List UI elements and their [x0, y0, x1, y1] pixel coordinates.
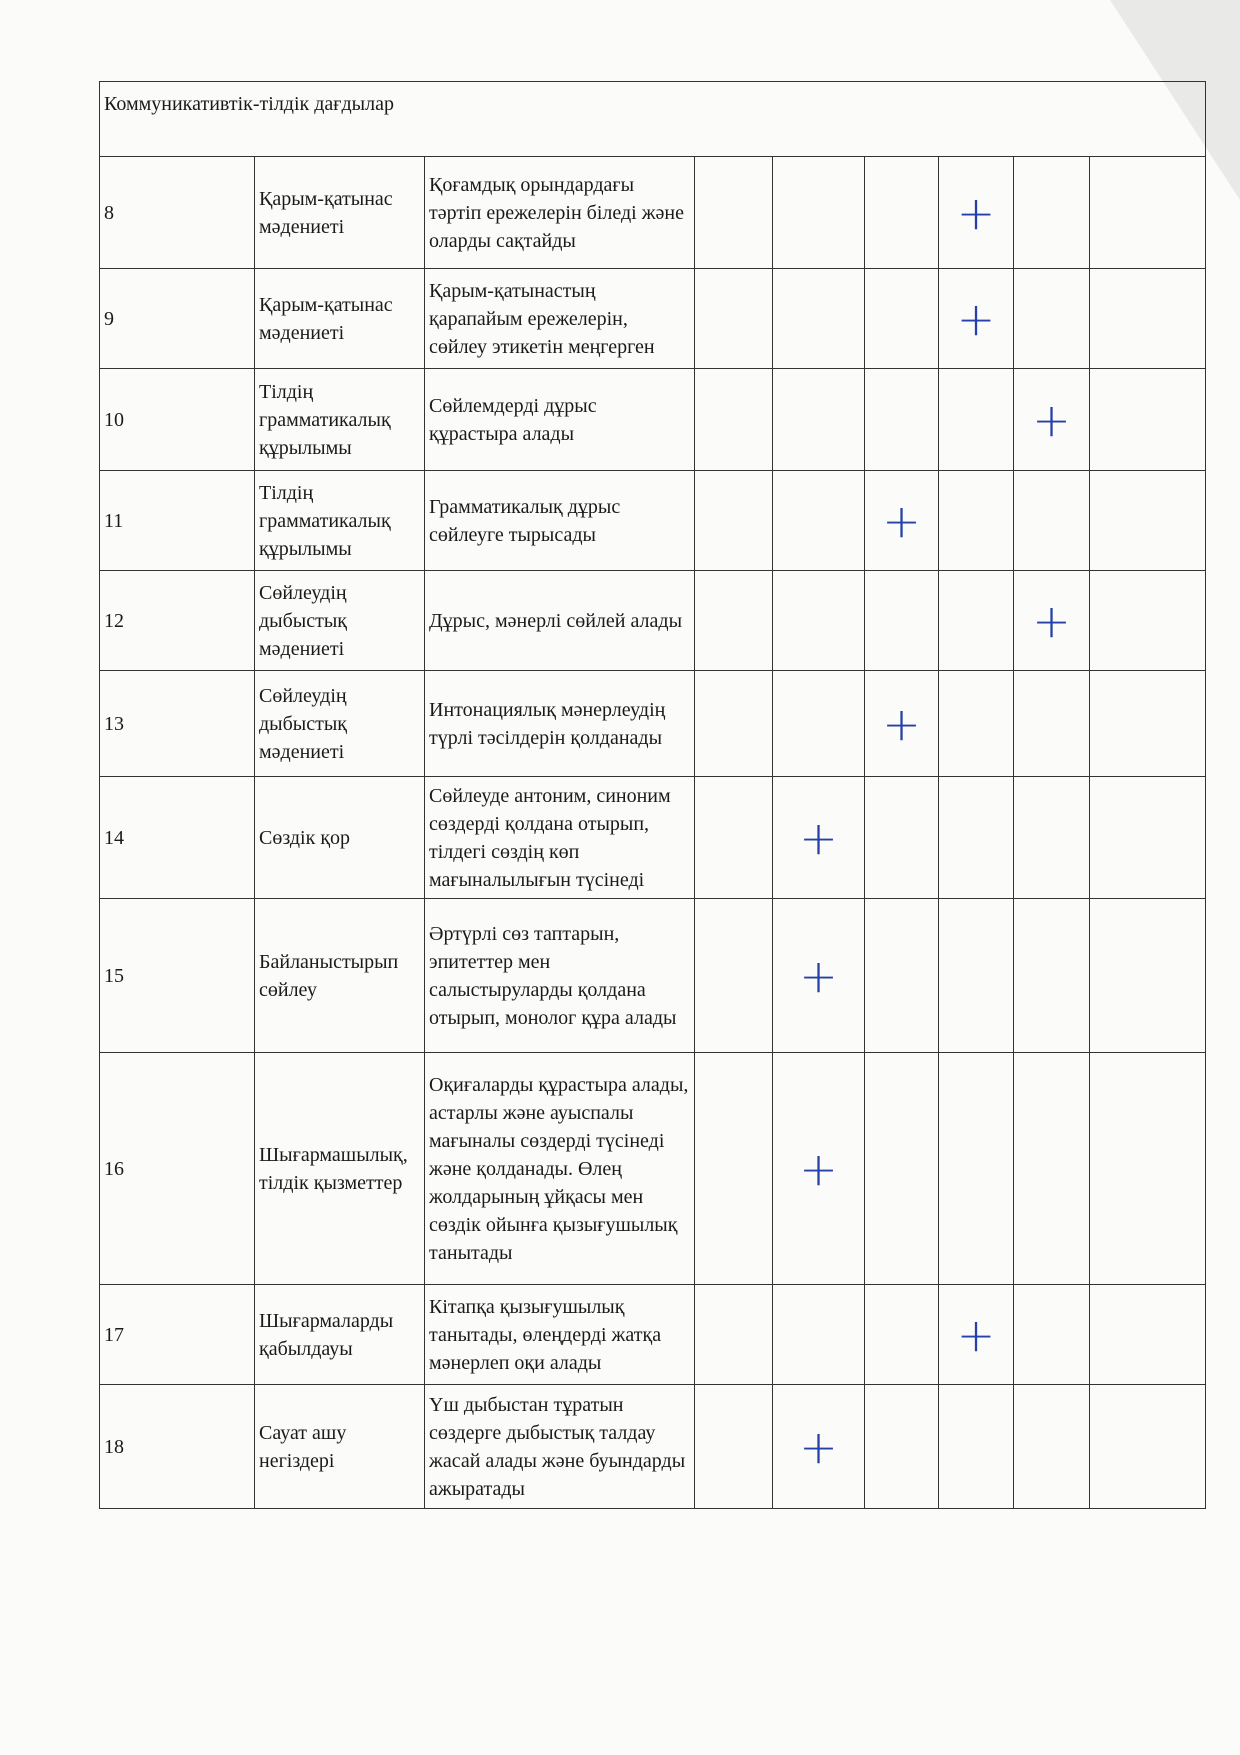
skill-description: Оқиғаларды құрастыра алады, астарлы және ауыспалы мағыналы сөздерді түсінеді және қолданады. Өлең жолдарының ұйқасы мен сөздік ойынға қызығушылық танытады: [425, 1053, 695, 1285]
assessment-cell: [865, 369, 939, 471]
assessment-cell: [1090, 269, 1206, 369]
skill-description: Грамматикалық дұрыс сөйлеуге тырысады: [425, 471, 695, 571]
assessment-cell: [695, 1053, 773, 1285]
assessment-cell: [1090, 471, 1206, 571]
row-number: 9: [100, 269, 255, 369]
assessment-cell: [865, 571, 939, 671]
assessment-cell: [865, 1385, 939, 1509]
skill-description: Сөйлеуде антоним, синоним сөздерді қолдана отырып, тілдегі сөздің көп мағыналылығын түсінеді: [425, 777, 695, 899]
row-number: 15: [100, 899, 255, 1053]
assessment-cell: [1014, 1053, 1090, 1285]
section-title: Коммуникативтік-тілдік дағдылар: [100, 82, 1206, 157]
table-row: [100, 777, 1206, 899]
handwritten-check-mark: +: [1032, 392, 1071, 447]
skill-area: Тілдің грамматикалық құрылымы: [255, 471, 425, 571]
assessment-cell: [1090, 671, 1206, 777]
handwritten-check-mark: +: [799, 1419, 838, 1474]
assessment-cell: [695, 777, 773, 899]
row-number: 18: [100, 1385, 255, 1509]
assessment-cell: [1090, 1285, 1206, 1385]
assessment-cell: [773, 1053, 865, 1285]
assessment-cell: [695, 269, 773, 369]
assessment-cell: [1090, 899, 1206, 1053]
assessment-cell: [1014, 571, 1090, 671]
assessment-cell: [695, 1285, 773, 1385]
assessment-cell: [865, 1053, 939, 1285]
table-row: [100, 157, 1206, 269]
assessment-cell: [939, 1053, 1014, 1285]
assessment-cell: [865, 157, 939, 269]
assessment-cell: [773, 269, 865, 369]
assessment-cell: [695, 1385, 773, 1509]
skill-area: Сауат ашу негіздері: [255, 1385, 425, 1509]
row-number: 11: [100, 471, 255, 571]
skill-area: Сөйлеудің дыбыстық мәдениеті: [255, 671, 425, 777]
assessment-cell: [865, 1285, 939, 1385]
assessment-cell: [865, 269, 939, 369]
table-row: [100, 899, 1206, 1053]
assessment-cell: [1014, 899, 1090, 1053]
assessment-cell: [939, 899, 1014, 1053]
assessment-cell: [1014, 671, 1090, 777]
assessment-cell: [1090, 571, 1206, 671]
row-number: 13: [100, 671, 255, 777]
assessment-cell: [1090, 1385, 1206, 1509]
skill-description: Әртүрлі сөз таптарын, эпитеттер мен салыстыруларды қолдана отырып, монолог құра алады: [425, 899, 695, 1053]
row-number: 14: [100, 777, 255, 899]
assessment-cell: [773, 369, 865, 471]
assessment-cell: [939, 777, 1014, 899]
assessment-cell: [939, 571, 1014, 671]
table-row: [100, 671, 1206, 777]
handwritten-check-mark: +: [882, 493, 921, 548]
skill-area: Қарым-қатынас мәдениеті: [255, 269, 425, 369]
assessment-cell: [695, 899, 773, 1053]
assessment-table: [99, 81, 1206, 1509]
assessment-cell: [939, 1285, 1014, 1385]
skill-description: Сөйлемдерді дұрыс құрастыра алады: [425, 369, 695, 471]
assessment-cell: [773, 471, 865, 571]
skill-area: Тілдің грамматикалық құрылымы: [255, 369, 425, 471]
table-row: [100, 1053, 1206, 1285]
assessment-cell: [1014, 1285, 1090, 1385]
row-number: 17: [100, 1285, 255, 1385]
skill-description: Үш дыбыстан тұратын сөздерге дыбыстық талдау жасай алады және буындарды ажыратады: [425, 1385, 695, 1509]
assessment-cell: [773, 157, 865, 269]
assessment-cell: [773, 899, 865, 1053]
assessment-cell: [773, 777, 865, 899]
assessment-cell: [695, 369, 773, 471]
assessment-cell: [1090, 1053, 1206, 1285]
assessment-cell: [773, 1285, 865, 1385]
assessment-cell: [1014, 1385, 1090, 1509]
assessment-cell: [773, 1385, 865, 1509]
assessment-cell: [1014, 157, 1090, 269]
assessment-cell: [695, 671, 773, 777]
assessment-cell: [939, 269, 1014, 369]
handwritten-check-mark: +: [956, 1307, 996, 1362]
assessment-cell: [1014, 269, 1090, 369]
row-number: 10: [100, 369, 255, 471]
handwritten-check-mark: +: [956, 291, 996, 346]
skill-area: Қарым-қатынас мәдениеті: [255, 157, 425, 269]
assessment-cell: [939, 369, 1014, 471]
table-row: [100, 1385, 1206, 1509]
assessment-cell: [939, 1385, 1014, 1509]
table-row: [100, 471, 1206, 571]
skill-description: Интонациялық мәнерлеудің түрлі тәсілдерін қолданады: [425, 671, 695, 777]
skill-description: Қарым-қатынастың қарапайым ережелерін, сөйлеу этикетін меңгерген: [425, 269, 695, 369]
assessment-cell: [939, 471, 1014, 571]
assessment-cell: [1014, 369, 1090, 471]
handwritten-check-mark: +: [799, 948, 838, 1003]
row-number: 16: [100, 1053, 255, 1285]
handwritten-check-mark: +: [882, 696, 921, 751]
handwritten-check-mark: +: [956, 185, 996, 240]
assessment-cell: [865, 471, 939, 571]
skill-area: Шығармаларды қабылдауы: [255, 1285, 425, 1385]
table-row: [100, 571, 1206, 671]
assessment-cell: [1090, 369, 1206, 471]
table-row: [100, 269, 1206, 369]
assessment-cell: [1014, 777, 1090, 899]
assessment-cell: [865, 671, 939, 777]
row-number: 12: [100, 571, 255, 671]
table-row: [100, 1285, 1206, 1385]
table-row: [100, 369, 1206, 471]
handwritten-check-mark: +: [799, 810, 838, 865]
assessment-cell: [773, 671, 865, 777]
skill-area: Сөздік қор: [255, 777, 425, 899]
assessment-cell: [865, 777, 939, 899]
assessment-cell: [939, 157, 1014, 269]
skill-area: Шығармашылық, тілдік қызметтер: [255, 1053, 425, 1285]
handwritten-check-mark: +: [1032, 593, 1071, 648]
assessment-cell: [695, 471, 773, 571]
assessment-cell: [695, 157, 773, 269]
row-number: 8: [100, 157, 255, 269]
skill-description: Кітапқа қызығушылық танытады, өлеңдерді жатқа мәнерлеп оқи алады: [425, 1285, 695, 1385]
skill-description: Қоғамдық орындардағы тәртіп ережелерін біледі және оларды сақтайды: [425, 157, 695, 269]
assessment-cell: [1090, 157, 1206, 269]
assessment-cell: [1090, 777, 1206, 899]
skill-area: Байланыстырып сөйлеу: [255, 899, 425, 1053]
assessment-cell: [773, 571, 865, 671]
skill-description: Дұрыс, мәнерлі сөйлей алады: [425, 571, 695, 671]
assessment-cell: [865, 899, 939, 1053]
section-header-row: [100, 82, 1206, 157]
handwritten-check-mark: +: [799, 1141, 838, 1196]
assessment-cell: [1014, 471, 1090, 571]
skill-area: Сөйлеудің дыбыстық мәдениеті: [255, 571, 425, 671]
assessment-cell: [695, 571, 773, 671]
assessment-cell: [939, 671, 1014, 777]
